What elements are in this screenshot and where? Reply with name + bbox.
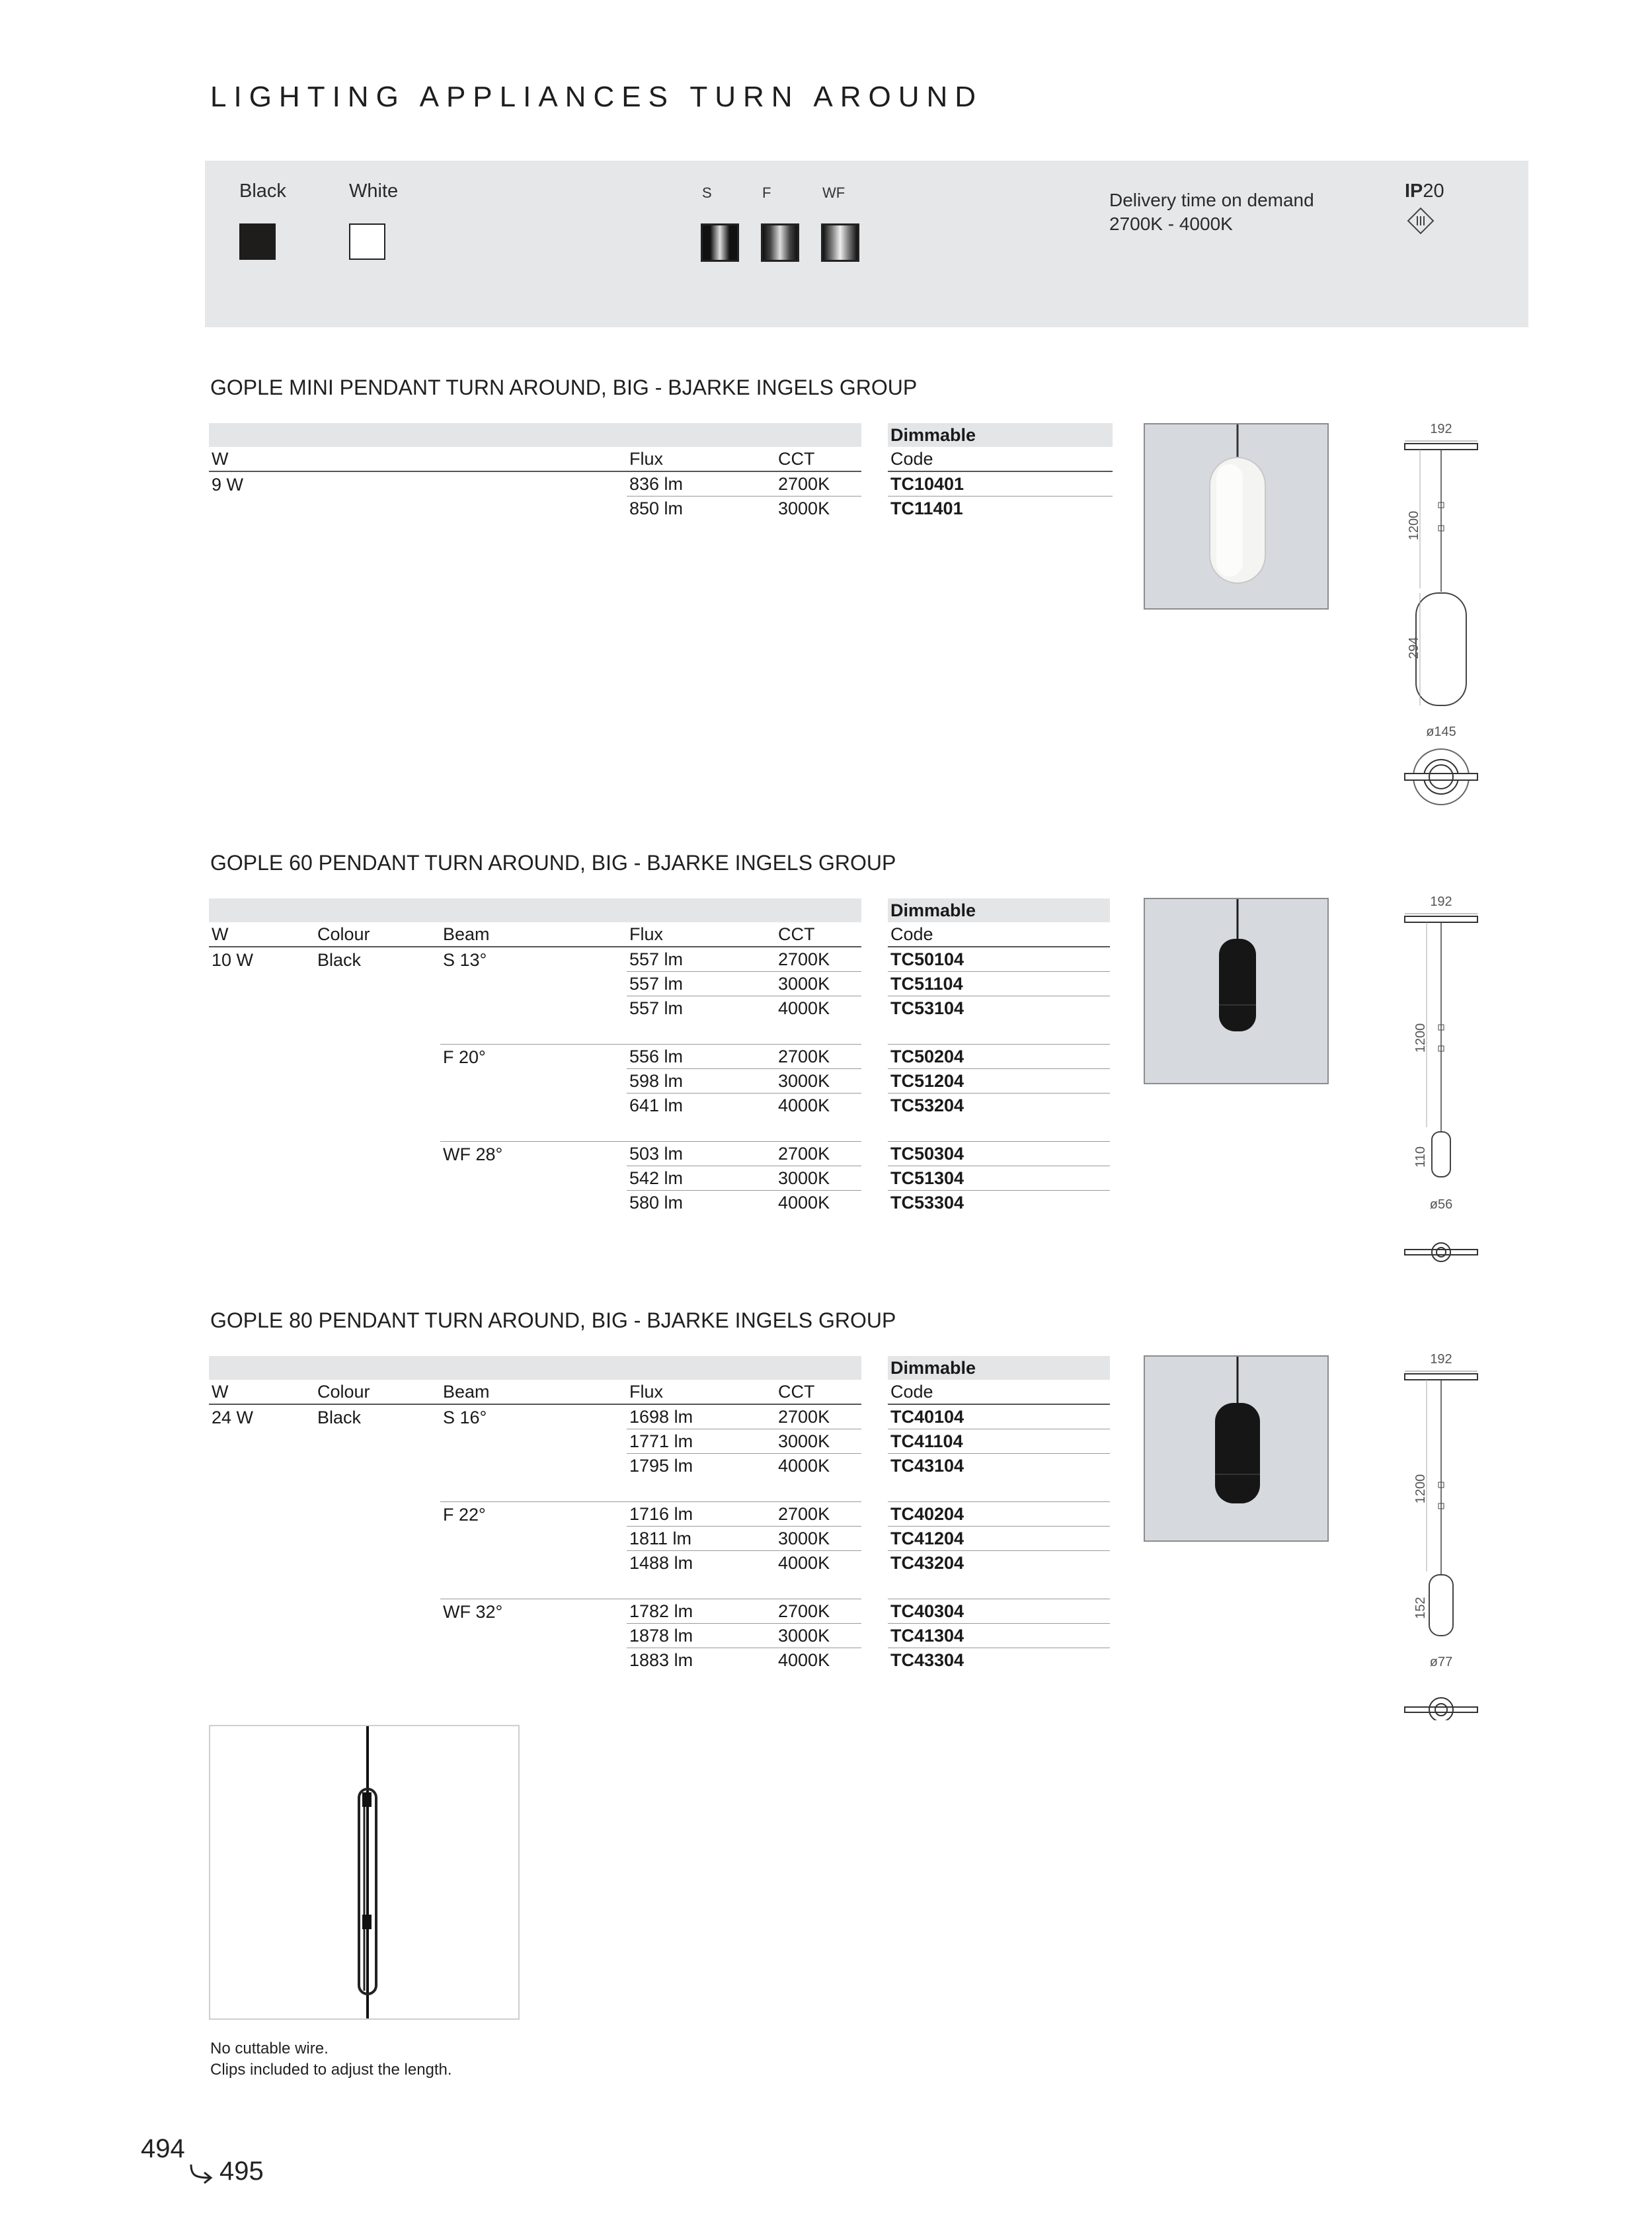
row-code: TC53204 (890, 1095, 964, 1115)
beam-wf-label: WF (822, 184, 846, 201)
wire-clip-photo (209, 1725, 520, 2020)
dim-diameter: ø56 (1429, 1197, 1453, 1212)
black-swatch (239, 223, 276, 260)
row-code: TC51204 (888, 1069, 1110, 1094)
row-code: TC40204 (888, 1502, 1110, 1527)
row-cct: 3000K (775, 1527, 861, 1551)
row-beam: WF 28° (440, 1142, 627, 1166)
spec-table-gople-mini (209, 423, 1113, 520)
col-w: W (209, 922, 315, 947)
row-cct: 2700K (775, 947, 861, 972)
row-cct: 2700K (775, 1142, 861, 1166)
col-colour: Colour (315, 922, 440, 947)
row-code: TC41304 (888, 1624, 1110, 1648)
row-flux: 1795 lm (629, 1456, 693, 1476)
col-flux: Flux (627, 1380, 775, 1404)
beam-f-label: F (762, 184, 771, 201)
row-flux: 1698 lm (627, 1404, 775, 1429)
row-flux: 1878 lm (627, 1624, 775, 1648)
row-code: TC51104 (888, 972, 1110, 996)
row-flux: 1782 lm (627, 1599, 775, 1624)
row-code: TC40304 (888, 1599, 1110, 1624)
ip-rating (1405, 180, 1444, 202)
col-code: Code (888, 1380, 1110, 1404)
dim-width: 192 (1430, 422, 1452, 436)
row-beam: S 13° (443, 949, 487, 970)
section-title-gople-mini: GOPLE MINI PENDANT TURN AROUND, BIG - BJARKE INGELS GROUP (210, 376, 918, 399)
colour-white-label: White (349, 180, 399, 202)
row-code: TC50104 (888, 947, 1110, 972)
row-flux: 1716 lm (627, 1502, 775, 1527)
row-beam: S 16° (443, 1407, 487, 1427)
col-beam: Beam (440, 1380, 627, 1404)
dimmable-header: Dimmable (888, 1356, 1110, 1380)
row-flux: 1883 lm (629, 1650, 693, 1670)
row-w: 10 W (212, 949, 254, 970)
row-flux: 557 lm (627, 947, 775, 972)
beam-wide-flood-icon (821, 223, 859, 262)
row-flux: 556 lm (627, 1045, 775, 1069)
row-flux: 557 lm (627, 972, 775, 996)
row-beam: F 20° (440, 1045, 627, 1069)
row-flux: 503 lm (627, 1142, 775, 1166)
dim-diameter: ø145 (1426, 725, 1456, 739)
technical-drawing-gople-80 (1388, 1350, 1487, 1720)
white-swatch (349, 223, 385, 260)
product-photo-gople-mini (1144, 423, 1329, 610)
row-flux: 641 lm (629, 1095, 684, 1115)
legend-band (205, 161, 1528, 327)
row-cct: 2700K (775, 471, 861, 497)
row-code: TC10401 (888, 471, 1113, 497)
dimmable-header: Dimmable (888, 423, 1113, 447)
row-code: TC50304 (888, 1142, 1110, 1166)
row-flux: 542 lm (627, 1166, 775, 1191)
row-cct: 4000K (778, 1553, 830, 1573)
row-code: TC40104 (888, 1404, 1110, 1429)
dim-width: 192 (1430, 895, 1452, 909)
row-code: TC41104 (888, 1429, 1110, 1454)
col-w: W (209, 447, 627, 471)
col-flux: Flux (627, 922, 775, 947)
spec-table-gople-80 (209, 1356, 1110, 1672)
ip-prefix: IP (1405, 180, 1423, 202)
row-flux: 850 lm (629, 498, 684, 518)
col-colour: Colour (315, 1380, 440, 1404)
row-cct: 3000K (775, 1624, 861, 1648)
beam-spot-icon (701, 223, 739, 262)
row-code: TC43304 (890, 1650, 964, 1670)
col-code: Code (888, 922, 1110, 947)
row-cct: 4000K (778, 998, 830, 1018)
row-code: TC53104 (890, 998, 964, 1018)
row-beam: WF 32° (440, 1599, 627, 1624)
row-cct: 4000K (778, 1095, 830, 1115)
row-code: TC50204 (888, 1045, 1110, 1069)
dim-body: 110 (1413, 1146, 1428, 1168)
dimmable-header: Dimmable (888, 898, 1110, 922)
row-colour: Black (317, 949, 362, 970)
row-code: TC11401 (890, 498, 963, 518)
col-w: W (209, 1380, 315, 1404)
ip-value: 20 (1423, 180, 1444, 202)
row-flux: 836 lm (627, 471, 775, 497)
beam-s-label: S (702, 184, 712, 201)
col-cct: CCT (775, 447, 861, 471)
col-cct: CCT (775, 922, 861, 947)
technical-drawing-gople-60 (1388, 893, 1487, 1263)
row-cct: 2700K (775, 1045, 861, 1069)
row-w: 9 W (212, 474, 244, 495)
next-page-link[interactable]: 495 (219, 2157, 264, 2186)
row-cct: 3000K (775, 1166, 861, 1191)
row-code: TC43204 (890, 1553, 964, 1573)
row-cct: 3000K (775, 1069, 861, 1094)
row-flux: 557 lm (629, 998, 684, 1018)
cct-range: 2700K - 4000K (1109, 214, 1233, 234)
row-code: TC41204 (888, 1527, 1110, 1551)
col-cct: CCT (775, 1380, 861, 1404)
row-cct: 3000K (778, 498, 830, 518)
row-code: TC43104 (890, 1456, 964, 1476)
colour-black-label: Black (239, 180, 286, 202)
row-cct: 4000K (778, 1193, 830, 1213)
product-photo-gople-80 (1144, 1355, 1329, 1542)
row-code: TC51304 (888, 1166, 1110, 1191)
dim-width: 192 (1430, 1352, 1452, 1367)
row-flux: 598 lm (627, 1069, 775, 1094)
class-three-diamond-icon (1407, 207, 1435, 235)
product-photo-gople-60 (1144, 898, 1329, 1084)
row-beam: F 22° (440, 1502, 627, 1527)
section-title-gople-80: GOPLE 80 PENDANT TURN AROUND, BIG - BJARKE INGELS GROUP (210, 1308, 896, 1332)
delivery-time: Delivery time on demand (1109, 190, 1314, 210)
col-beam: Beam (440, 922, 627, 947)
row-cct: 2700K (775, 1599, 861, 1624)
page-number: 494 (141, 2134, 185, 2163)
row-cct: 4000K (778, 1456, 830, 1476)
row-flux: 1811 lm (627, 1527, 775, 1551)
note-clips: Clips included to adjust the length. (210, 2061, 452, 2079)
return-arrow-icon[interactable] (187, 2162, 215, 2186)
row-cct: 4000K (778, 1650, 830, 1670)
row-cct: 3000K (775, 972, 861, 996)
page-title: LIGHTING APPLIANCES TURN AROUND (210, 81, 984, 113)
row-cct: 3000K (775, 1429, 861, 1454)
row-code: TC53304 (890, 1193, 964, 1213)
dim-height: 1200 (1413, 1474, 1428, 1504)
dim-diameter: ø77 (1429, 1655, 1453, 1669)
dim-height: 1200 (1407, 510, 1421, 541)
col-code: Code (888, 447, 1113, 471)
row-cct: 2700K (775, 1404, 861, 1429)
row-colour: Black (317, 1407, 362, 1427)
col-flux: Flux (627, 447, 775, 471)
row-w: 24 W (212, 1407, 254, 1427)
dim-height: 1200 (1413, 1023, 1428, 1053)
dim-body: 294 (1407, 637, 1421, 659)
section-title-gople-60: GOPLE 60 PENDANT TURN AROUND, BIG - BJARKE INGELS GROUP (210, 851, 896, 875)
dim-body: 152 (1413, 1597, 1428, 1619)
row-flux: 1771 lm (627, 1429, 775, 1454)
technical-drawing-gople-mini (1388, 420, 1487, 810)
note-no-cuttable: No cuttable wire. (210, 2040, 329, 2057)
row-flux: 1488 lm (629, 1553, 693, 1573)
row-flux: 580 lm (629, 1193, 684, 1213)
beam-flood-icon (761, 223, 799, 262)
spec-table-gople-60 (209, 898, 1110, 1215)
row-cct: 2700K (775, 1502, 861, 1527)
